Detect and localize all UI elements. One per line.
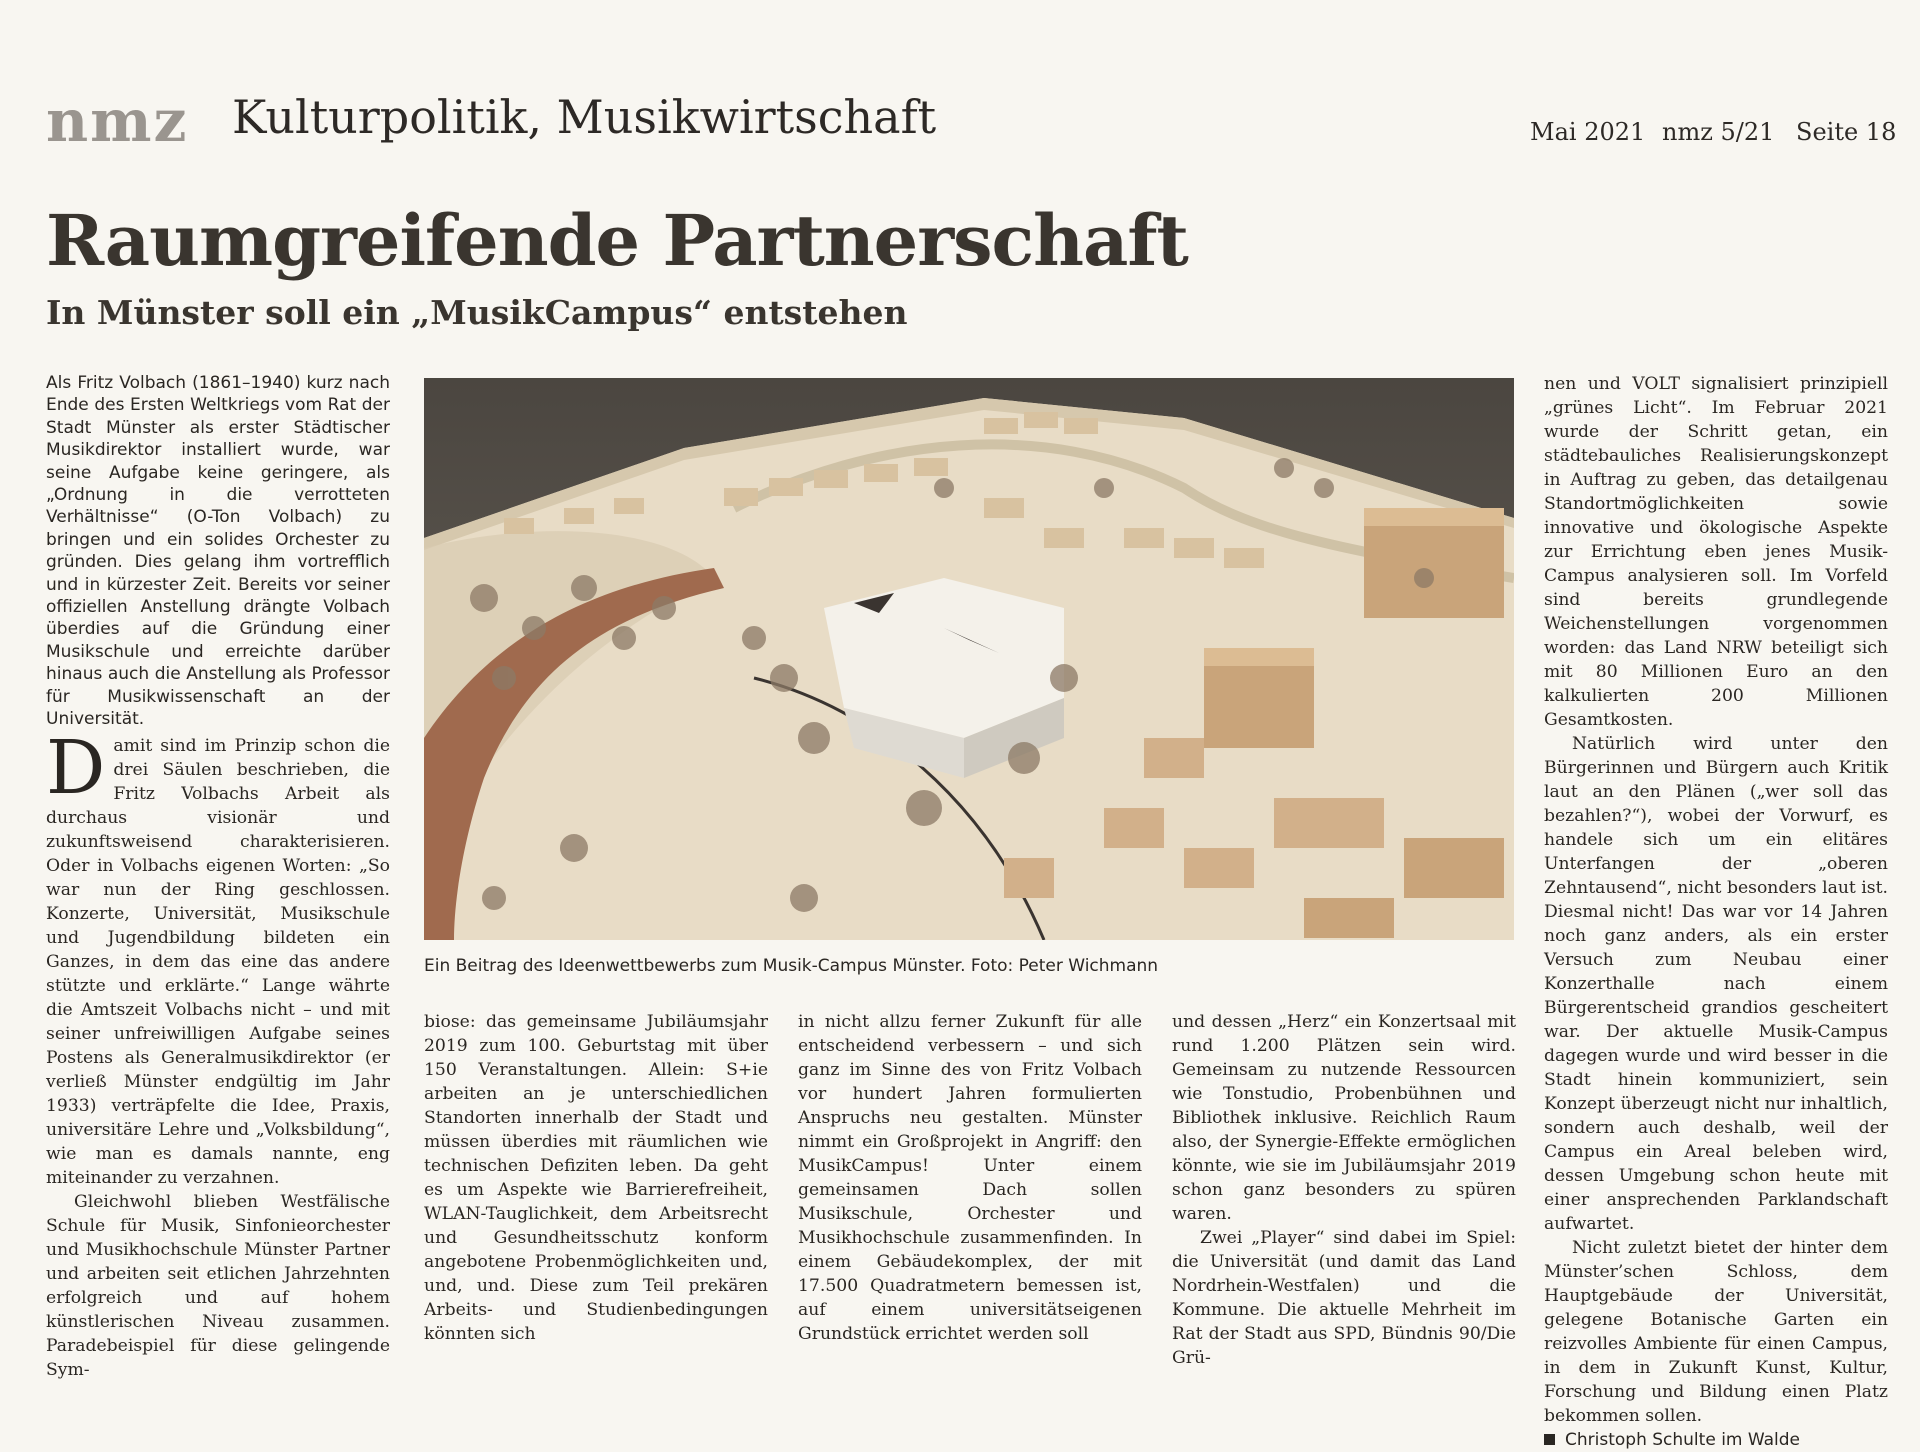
architectural-model-illustration <box>424 378 1514 940</box>
drop-cap: D <box>46 725 106 811</box>
paragraph-text: amit sind im Prinzip schon die drei Säulen beschrieben, die Fritz Volbachs Arbeit als durchaus visionär und zukunftsweisend charakterisieren. Oder in Volbachs eigenen Worten: „So war nun der Ring geschlossen. Konzerte, Universität, Musikschule und Jugendbildung bildeten ein Ganzes, in dem das eine das andere stützte und erklärte.“ Lange währte die Amtszeit Volbachs nicht – und mit seiner unfreiwilligen Aufgabe seines Postens als Generalmusikdirektor (er verließ Münster endgültig im Jahr 1933) verträpfelte die Idee, Praxis, universitäre Lehre und „Volksbildung“, wie man es damals nannte, eng miteinander zu verzahnen. <box>46 736 390 1188</box>
section-title: Kulturpolitik, Musikwirtschaft <box>232 90 937 144</box>
paragraph: Nicht zuletzt bietet der hinter dem Münster’schen Schloss, dem Hauptgebäude der Universität, gelegene Botanische Garten ein reizvolles Ambiente für einen Campus, in dem in Zukunft Kunst, Kultur, Forschung und Bildung einen Platz bekommen sollen. <box>1544 1238 1888 1426</box>
author-byline <box>1544 1428 1888 1452</box>
photo-caption: Ein Beitrag des Ideenwettbewerbs zum Musik-Campus Münster. Foto: Peter Wichmann <box>424 956 1159 976</box>
issue-number: nmz 5/21 <box>1662 118 1775 146</box>
intro-paragraph <box>46 372 390 731</box>
campus-model-photo <box>424 378 1514 940</box>
subheadline: In Münster soll ein „MusikCampus“ entstehen <box>46 293 908 332</box>
byline-square-icon <box>1544 1434 1555 1445</box>
paragraph: und dessen „Herz“ ein Konzertsaal mit rund 1.200 Plätzen sein wird. Gemeinsam zu nutzende Ressourcen wie Tonstudio, Probenbühnen und Bibliothek inklusive. Reichlich Raum also, der Synergie-Effekte ermöglichen könnte, wie sie im Jubiläumsjahr 2019 schon ganz besonders zu spüren waren. <box>1172 1012 1516 1224</box>
paragraph: Gleichwohl blieben Westfälische Schule für Musik, Sinfonieorchester und Musikhochschule Münster Partner und arbeiten seit etlichen Jahrzehnten erfolgreich und auf hohem künstlerischen Niveau zusammen. Paradebeispiel für diese gelingende Sym- <box>46 1192 390 1380</box>
headline: Raumgreifende Partnerschaft <box>46 199 1188 282</box>
author-name: Christoph Schulte im Walde <box>1565 1430 1800 1450</box>
paragraph: Zwei „Player“ sind dabei im Spiel: die Universität (und damit das Land Nordrhein-Westfalen) und die Kommune. Die aktuelle Mehrheit im Rat der Stadt aus SPD, Bündnis 90/Die Grü- <box>1172 1228 1516 1368</box>
page-number: Seite 18 <box>1796 118 1897 146</box>
intro-text: Als Fritz Volbach (1861–1940) kurz nach Ende des Ersten Weltkriegs vom Rat der Stadt Münster als erster Städtischer Musikdirektor installiert wurde, war seine Aufgabe keine geringere, als „Ordnung in die verrotteten Verhältnisse“ (O-Ton Volbach) zu bringen und ein solides Orchester zu gründen. Dies gelang ihm vortrefflich und in kürzester Zeit. Bereits vor seiner offiziellen Anstellung drängte Volbach überdies auf die Gründung einer Musikschule und erreichte darüber hinaus auch die Anstellung als Professor für Musikwissenschaft an der Universität. <box>46 373 390 730</box>
paragraph <box>46 725 390 1190</box>
column-4 <box>1172 1010 1516 1370</box>
paragraph: nen und VOLT signalisiert prinzipiell „grünes Licht“. Im Februar 2021 wurde der Schritt getan, ein städtebauliches Realisierungskonzept in Auftrag zu geben, das detailgenau Standortmöglichkeiten sowie innovative und ökologische Aspekte zur Errichtung eben jenes Musik-Campus analysieren soll. Im Vorfeld sind bereits grundlegende Weichenstellungen vorgenommen worden: das Land NRW beteiligt sich mit 80 Millionen Euro an den kalkulierten 200 Millionen Gesamtkosten. <box>1544 374 1888 730</box>
column-2 <box>424 1010 768 1346</box>
paragraph: Natürlich wird unter den Bürgerinnen und Bürgern auch Kritik laut an den Plänen („wer soll das bezahlen?“), wobei der Vorwurf, es handele sich um ein elitäres Unterfangen der „oberen Zehntausend“, nicht besonders laut ist. Diesmal nicht! Das war vor 14 Jahren noch ganz anders, als ein erster Versuch zum Neubau einer Konzerthalle nach einem Bürgerentscheid grandios gescheitert war. Der aktuelle Musik-Campus dagegen wurde und wird besser in die Stadt hinein kommuniziert, sein Konzept überzeugt nicht nur inhaltlich, sondern auch deshalb, weil der Campus ein Areal beleben wird, dessen Umgebung schon heute mit einer ansprechenden Parklandschaft aufwartet. <box>1544 734 1888 1234</box>
paragraph: biose: das gemeinsame Jubiläumsjahr 2019 zum 100. Geburtstag mit über 150 Veranstaltungen. Allein: S+ie arbeiten an je unterschiedlichen Standorten innerhalb der Stadt und müssen überdies mit räumlichen wie technischen Defiziten leben. Da geht es um Aspekte wie Barrierefreiheit, WLAN-Tauglichkeit, dem Arbeitsrecht und Gesundheitsschutz konform angebotene Probenmöglichkeiten und, und, und. Diese zum Teil prekären Arbeits- und Studienbedingungen könnten sich <box>424 1012 768 1344</box>
paragraph: in nicht allzu ferner Zukunft für alle entscheidend verbessern – und sich ganz im Sinne des von Fritz Volbach vor hundert Jahren formulierten Anspruchs neu gestalten. Münster nimmt ein Großprojekt in Angriff: den MusikCampus! Unter einem gemeinsamen Dach sollen Musikschule, Orchester und Musikhochschule zusammenfinden. In einem Gebäudekomplex, der mit 17.500 Quadratmetern bemessen ist, auf einem universitätseigenen Grundstück errichtet werden soll <box>798 1012 1142 1344</box>
masthead-logo: nmz <box>46 87 189 155</box>
column-5 <box>1544 372 1888 1452</box>
column-3 <box>798 1010 1142 1346</box>
column-1 <box>46 725 390 1382</box>
issue-date: Mai 2021 <box>1530 118 1646 146</box>
